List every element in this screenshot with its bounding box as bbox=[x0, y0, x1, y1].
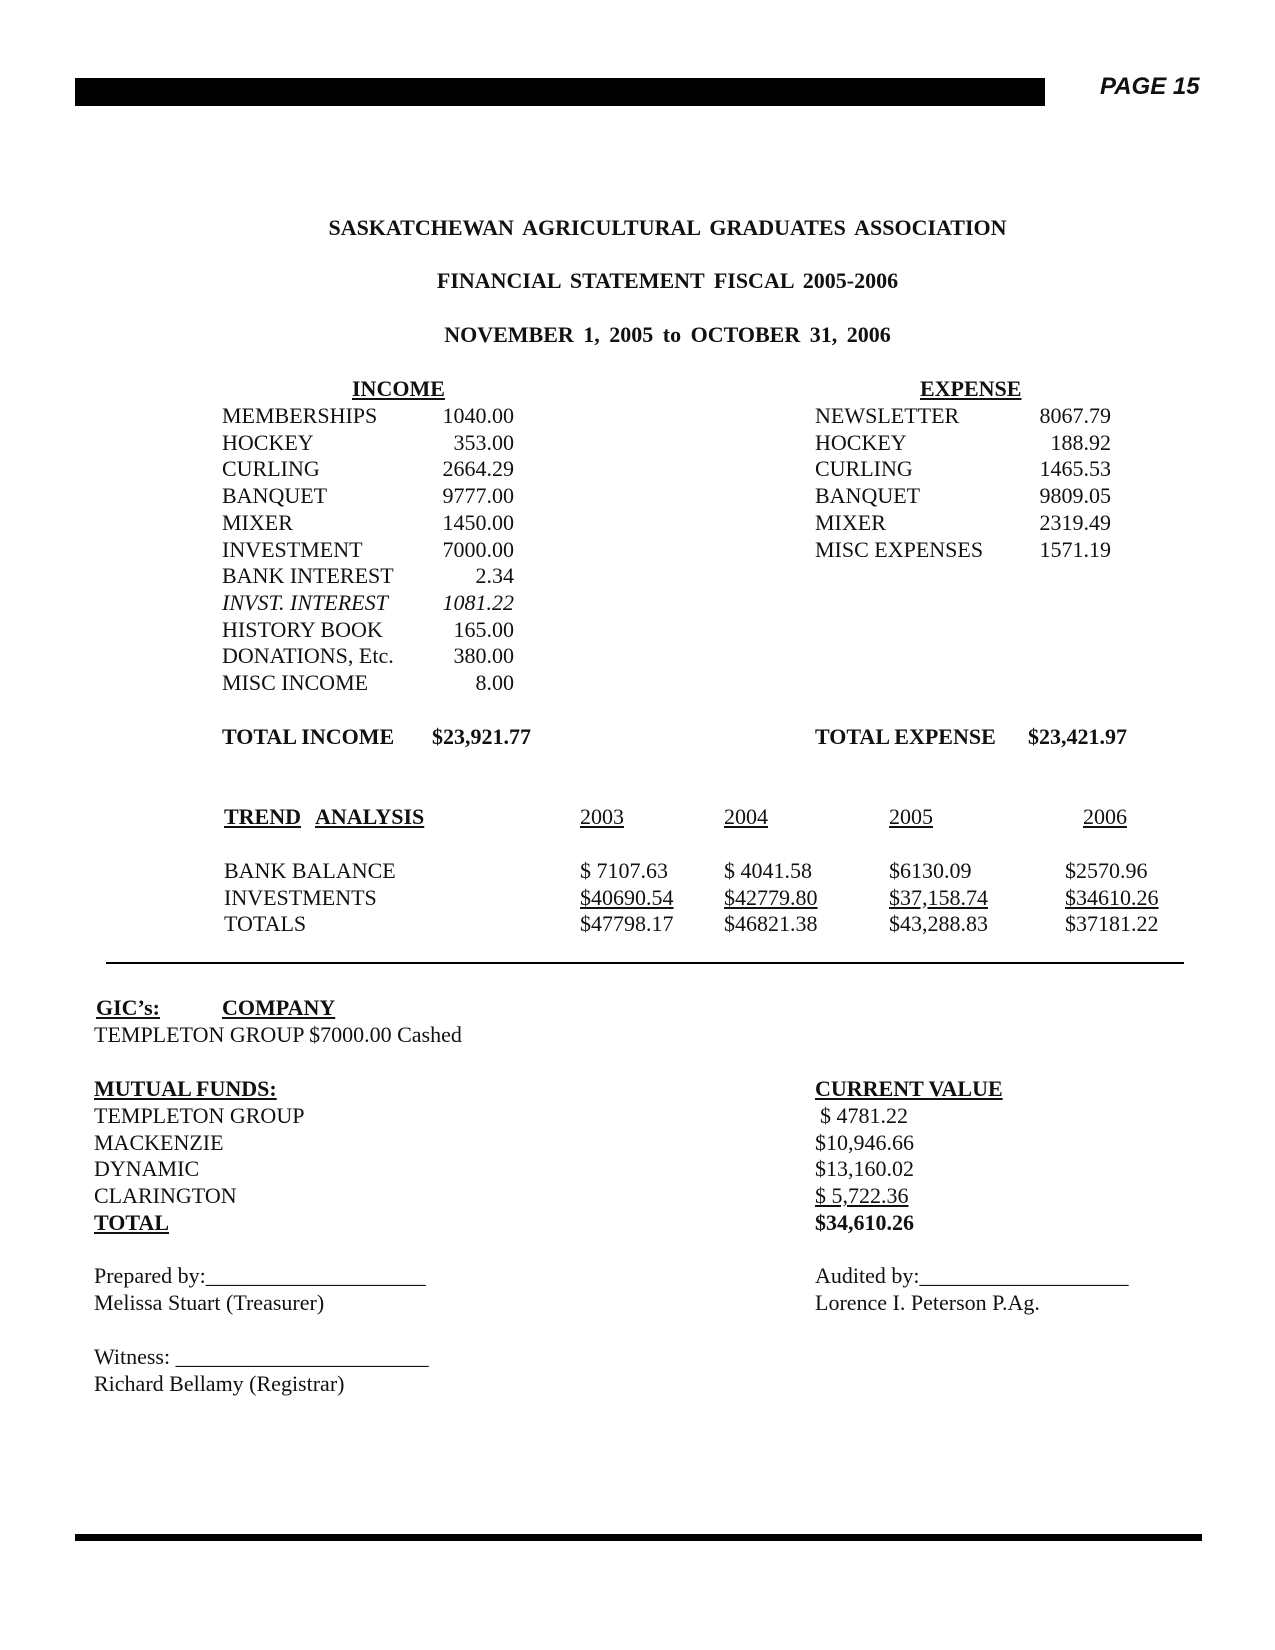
trend-cell: $ 4041.58 bbox=[724, 858, 812, 883]
trend-year-2005: 2005 bbox=[889, 804, 933, 829]
expense-item-amount: 2319.49 bbox=[1039, 509, 1111, 535]
witness-line: Witness: _______________________ bbox=[94, 1344, 429, 1369]
fund-value: $ 5,722.36 bbox=[815, 1183, 909, 1209]
trend-header-trend: TREND bbox=[224, 804, 302, 829]
expense-item-label: BANQUET bbox=[815, 483, 921, 509]
income-item-label: MEMBERSHIPS bbox=[222, 403, 378, 428]
income-header: INCOME bbox=[352, 376, 445, 401]
income-item-label: INVESTMENT bbox=[222, 536, 363, 562]
header-bar bbox=[75, 78, 1045, 106]
income-item-amount: 9777.00 bbox=[442, 483, 514, 509]
income-item-label: HISTORY BOOK bbox=[222, 616, 383, 642]
fund-name: DYNAMIC bbox=[94, 1156, 200, 1182]
income-item-amount: 8.00 bbox=[475, 670, 514, 695]
income-item-label: MISC INCOME bbox=[222, 670, 369, 695]
trend-cell: $47798.17 bbox=[580, 911, 674, 936]
fund-value: $ 4781.22 bbox=[820, 1103, 908, 1128]
expense-item-label: CURLING bbox=[815, 456, 913, 482]
income-item-label: BANQUET bbox=[222, 483, 328, 509]
trend-year-2004: 2004 bbox=[724, 804, 768, 829]
expense-item-amount: 9809.05 bbox=[1039, 483, 1111, 509]
fund-value: $13,160.02 bbox=[815, 1156, 914, 1182]
expense-item-amount: 1571.19 bbox=[1039, 536, 1111, 562]
income-item-amount: 1040.00 bbox=[442, 403, 514, 428]
current-value-header: CURRENT VALUE bbox=[815, 1076, 1003, 1101]
trend-year-2003: 2003 bbox=[580, 804, 624, 829]
total-income-label: TOTAL INCOME bbox=[222, 724, 395, 749]
income-item-label: DONATIONS, Etc. bbox=[222, 643, 394, 669]
fund-name: TEMPLETON GROUP bbox=[94, 1103, 305, 1128]
income-item-label: CURLING bbox=[222, 456, 320, 482]
fund-name: MACKENZIE bbox=[94, 1129, 224, 1155]
gics-line: TEMPLETON GROUP $7000.00 Cashed bbox=[94, 1022, 462, 1047]
income-item-amount: 2.34 bbox=[475, 563, 514, 589]
expense-item-amount: 188.92 bbox=[1050, 429, 1111, 455]
page-number: PAGE 15 bbox=[1100, 73, 1200, 100]
income-item-amount: 353.00 bbox=[453, 429, 514, 455]
total-income-amount: $23,921.77 bbox=[432, 724, 531, 749]
witness-name: Richard Bellamy (Registrar) bbox=[94, 1371, 345, 1396]
trend-cell: $2570.96 bbox=[1065, 858, 1148, 883]
expense-header: EXPENSE bbox=[920, 376, 1022, 401]
trend-cell: $43,288.83 bbox=[889, 911, 988, 936]
gics-company-header: COMPANY bbox=[222, 995, 336, 1020]
total-expense-label: TOTAL EXPENSE bbox=[815, 724, 996, 749]
income-item-amount: 380.00 bbox=[453, 643, 514, 669]
audited-by-line: Audited by:___________________ bbox=[815, 1263, 1129, 1288]
trend-year-2006: 2006 bbox=[1083, 804, 1127, 829]
expense-item-label: HOCKEY bbox=[815, 429, 907, 455]
expense-item-amount: 1465.53 bbox=[1039, 456, 1111, 482]
section-divider bbox=[106, 962, 1184, 964]
expense-item-label: NEWSLETTER bbox=[815, 403, 960, 428]
trend-cell: $46821.38 bbox=[724, 911, 818, 936]
income-item-label: MIXER bbox=[222, 509, 293, 535]
income-item-amount: 7000.00 bbox=[442, 536, 514, 562]
trend-cell: $40690.54 bbox=[580, 884, 674, 910]
audited-by-name: Lorence I. Peterson P.Ag. bbox=[815, 1290, 1040, 1315]
income-item-label: HOCKEY bbox=[222, 429, 314, 455]
income-item-amount: 1081.22 bbox=[442, 589, 514, 615]
trend-cell: $37181.22 bbox=[1065, 911, 1159, 936]
gics-header: GIC’s: bbox=[96, 995, 160, 1020]
trend-cell: $6130.09 bbox=[889, 858, 972, 883]
expense-item-amount: 8067.79 bbox=[1039, 403, 1111, 428]
trend-cell: $42779.80 bbox=[724, 884, 818, 910]
expense-item-label: MIXER bbox=[815, 509, 886, 535]
income-item-label: BANK INTEREST bbox=[222, 563, 394, 589]
trend-row-label: INVESTMENTS bbox=[224, 884, 377, 910]
expense-item-label: MISC EXPENSES bbox=[815, 536, 984, 562]
footer-bar bbox=[75, 1534, 1202, 1541]
prepared-by-name: Melissa Stuart (Treasurer) bbox=[94, 1290, 325, 1315]
mutual-funds-header: MUTUAL FUNDS: bbox=[94, 1076, 277, 1101]
fund-value: $10,946.66 bbox=[815, 1129, 914, 1155]
fund-name: CLARINGTON bbox=[94, 1183, 237, 1209]
period-title: NOVEMBER 1, 2005 to OCTOBER 31, 2006 bbox=[444, 322, 891, 347]
trend-header-analysis: ANALYSIS bbox=[315, 804, 425, 829]
income-item-label: INVST. INTEREST bbox=[222, 589, 388, 615]
org-title: SASKATCHEWAN AGRICULTURAL GRADUATES ASSOCIATION bbox=[328, 215, 1007, 240]
income-item-amount: 165.00 bbox=[453, 616, 514, 642]
trend-cell: $ 7107.63 bbox=[580, 858, 668, 883]
income-item-amount: 1450.00 bbox=[442, 509, 514, 535]
trend-cell: $37,158.74 bbox=[889, 884, 988, 910]
trend-row-label: TOTALS bbox=[224, 911, 307, 936]
total-expense-amount: $23,421.97 bbox=[1028, 724, 1127, 749]
prepared-by-line: Prepared by:____________________ bbox=[94, 1263, 426, 1288]
trend-cell: $34610.26 bbox=[1065, 884, 1159, 910]
income-item-amount: 2664.29 bbox=[442, 456, 514, 482]
funds-total-value: $34,610.26 bbox=[815, 1210, 914, 1235]
statement-title: FINANCIAL STATEMENT FISCAL 2005-2006 bbox=[436, 268, 899, 293]
trend-row-label: BANK BALANCE bbox=[224, 858, 396, 883]
funds-total-label: TOTAL bbox=[94, 1210, 169, 1235]
